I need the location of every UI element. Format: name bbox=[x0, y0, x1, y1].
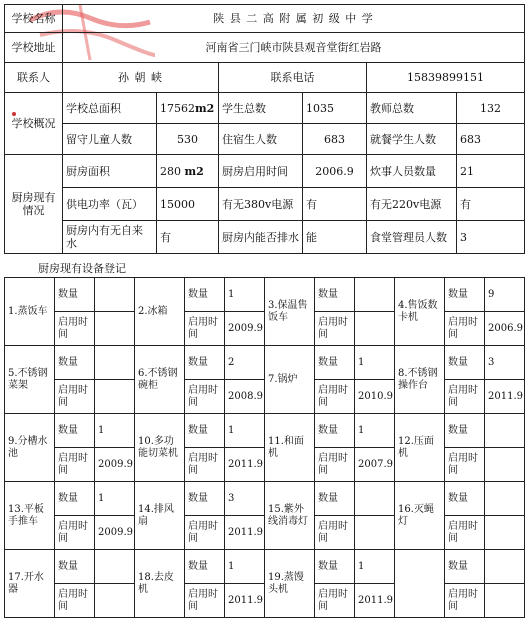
qty-value: 3 bbox=[485, 346, 525, 380]
equipment-name: 6.不锈钢碗柜 bbox=[135, 346, 185, 414]
qty-value: 1 bbox=[225, 278, 265, 312]
qty-label: 数量 bbox=[185, 482, 225, 516]
qty-label: 数量 bbox=[315, 278, 355, 312]
equipment-name: 8.不锈钢操作台 bbox=[395, 346, 445, 414]
kitchen-area-label: 厨房面积 bbox=[63, 155, 157, 188]
date-value bbox=[355, 516, 395, 550]
qty-label: 数量 bbox=[185, 414, 225, 448]
qty-label: 数量 bbox=[445, 346, 485, 380]
power-value: 15000 bbox=[157, 188, 219, 221]
equipment-name: 10.多功能切菜机 bbox=[135, 414, 185, 482]
date-value: 2011.9 bbox=[225, 584, 265, 618]
left-behind-value: 530 bbox=[157, 124, 219, 155]
date-value: 2010.9 bbox=[355, 380, 395, 414]
date-label: 启用时间 bbox=[445, 584, 485, 618]
date-label: 启用时间 bbox=[445, 516, 485, 550]
date-label: 启用时间 bbox=[55, 516, 95, 550]
date-label: 启用时间 bbox=[445, 380, 485, 414]
drain-value: 能 bbox=[303, 221, 367, 254]
v380-value: 有 bbox=[303, 188, 367, 221]
school-name: 陕 县 二 高 附 属 初 级 中 学 bbox=[63, 5, 525, 33]
date-value: 2006.9 bbox=[485, 312, 525, 346]
area-value: 17562m2 bbox=[157, 93, 219, 124]
equipment-name: 11.和面机 bbox=[265, 414, 315, 482]
equipment-section-title: 厨房现有设备登记 bbox=[38, 262, 126, 275]
equipment-table bbox=[4, 277, 525, 618]
date-label: 启用时间 bbox=[445, 312, 485, 346]
qty-label: 数量 bbox=[445, 550, 485, 584]
kitchen-label: 厨房现有情况 bbox=[5, 155, 63, 254]
qty-label: 数量 bbox=[55, 278, 95, 312]
equipment-row bbox=[5, 414, 525, 448]
school-name-label: 学校名称 bbox=[5, 5, 63, 33]
date-label: 启用时间 bbox=[445, 448, 485, 482]
water-value: 有 bbox=[157, 221, 219, 254]
qty-value: 1 bbox=[225, 550, 265, 584]
qty-value: 1 bbox=[355, 414, 395, 448]
qty-value bbox=[355, 482, 395, 516]
qty-label: 数量 bbox=[315, 414, 355, 448]
qty-label: 数量 bbox=[315, 346, 355, 380]
date-value: 2011.9 bbox=[485, 380, 525, 414]
qty-label: 数量 bbox=[445, 278, 485, 312]
qty-label: 数量 bbox=[55, 550, 95, 584]
qty-value: 1 bbox=[225, 414, 265, 448]
canteen-staff-value: 3 bbox=[457, 221, 525, 254]
date-label: 启用时间 bbox=[55, 584, 95, 618]
date-label: 启用时间 bbox=[55, 380, 95, 414]
equipment-name: 17.开水器 bbox=[5, 550, 55, 618]
qty-value bbox=[485, 550, 525, 584]
date-label: 启用时间 bbox=[185, 516, 225, 550]
date-value bbox=[95, 380, 135, 414]
qty-label: 数量 bbox=[55, 414, 95, 448]
date-value bbox=[485, 448, 525, 482]
equipment-name: 3.保温售饭车 bbox=[265, 278, 315, 346]
qty-value: 1 bbox=[355, 550, 395, 584]
qty-label: 数量 bbox=[185, 346, 225, 380]
date-value: 2011.9 bbox=[355, 584, 395, 618]
equipment-name: 5.不锈钢菜架 bbox=[5, 346, 55, 414]
date-value: 2007.9 bbox=[355, 448, 395, 482]
qty-value bbox=[485, 482, 525, 516]
date-value: 2008.9 bbox=[225, 380, 265, 414]
date-value bbox=[485, 516, 525, 550]
equipment-name: 9.分槽水池 bbox=[5, 414, 55, 482]
date-label: 启用时间 bbox=[185, 448, 225, 482]
equipment-name: 7.锅炉 bbox=[265, 346, 315, 414]
date-label: 启用时间 bbox=[185, 312, 225, 346]
equipment-name bbox=[395, 550, 445, 618]
water-label: 厨房内有无自来水 bbox=[63, 221, 157, 254]
qty-value: 9 bbox=[485, 278, 525, 312]
teachers-label: 教师总数 bbox=[367, 93, 457, 124]
date-label: 启用时间 bbox=[315, 448, 355, 482]
cooks-value: 21 bbox=[457, 155, 525, 188]
qty-value: 3 bbox=[225, 482, 265, 516]
date-value bbox=[355, 312, 395, 346]
date-label: 启用时间 bbox=[55, 448, 95, 482]
canteen-staff-label: 食堂管理员人数 bbox=[367, 221, 457, 254]
date-value: 2009.9 bbox=[95, 448, 135, 482]
address-value: 河南省三门峡市陕县观音堂街红岩路 bbox=[63, 33, 525, 63]
qty-label: 数量 bbox=[185, 278, 225, 312]
date-label: 启用时间 bbox=[315, 380, 355, 414]
date-value: 2011.9 bbox=[225, 516, 265, 550]
date-value bbox=[95, 584, 135, 618]
equipment-name: 1.蒸饭车 bbox=[5, 278, 55, 346]
qty-value bbox=[95, 278, 135, 312]
boarding-value: 683 bbox=[303, 124, 367, 155]
date-value: 2009.9 bbox=[95, 516, 135, 550]
date-label: 启用时间 bbox=[315, 584, 355, 618]
equipment-name: 16.灭蝇灯 bbox=[395, 482, 445, 550]
equipment-name: 14.排风扇 bbox=[135, 482, 185, 550]
equipment-name: 18.去皮机 bbox=[135, 550, 185, 618]
left-behind-label: 留守儿童人数 bbox=[63, 124, 157, 155]
cooks-label: 炊事人员数量 bbox=[367, 155, 457, 188]
students-label: 学生总数 bbox=[219, 93, 303, 124]
equipment-row bbox=[5, 550, 525, 584]
qty-label: 数量 bbox=[55, 346, 95, 380]
date-value: 2009.9 bbox=[225, 312, 265, 346]
v220-label: 有无220v电源 bbox=[367, 188, 457, 221]
qty-value bbox=[485, 414, 525, 448]
equipment-name: 13.平板手推车 bbox=[5, 482, 55, 550]
area-label: 学校总面积 bbox=[63, 93, 157, 124]
students-value: 1035 bbox=[303, 93, 367, 124]
equipment-row bbox=[5, 482, 525, 516]
qty-value: 1 bbox=[95, 482, 135, 516]
date-label: 启用时间 bbox=[55, 312, 95, 346]
contact-label: 联系人 bbox=[5, 63, 63, 93]
drain-label: 厨房内能否排水 bbox=[219, 221, 303, 254]
qty-value: 1 bbox=[95, 414, 135, 448]
date-label: 启用时间 bbox=[185, 380, 225, 414]
qty-value: 2 bbox=[225, 346, 265, 380]
contact-name: 孙 朝 峡 bbox=[63, 63, 219, 93]
qty-label: 数量 bbox=[315, 550, 355, 584]
teachers-value: 132 bbox=[457, 93, 525, 124]
qty-label: 数量 bbox=[315, 482, 355, 516]
v220-value: 有 bbox=[457, 188, 525, 221]
equipment-name: 19.蒸馒头机 bbox=[265, 550, 315, 618]
date-label: 启用时间 bbox=[315, 516, 355, 550]
qty-label: 数量 bbox=[185, 550, 225, 584]
dining-label: 就餐学生人数 bbox=[367, 124, 457, 155]
equipment-row bbox=[5, 278, 525, 312]
address-label: 学校地址 bbox=[5, 33, 63, 63]
kitchen-date-label: 厨房启用时间 bbox=[219, 155, 303, 188]
qty-value bbox=[355, 278, 395, 312]
kitchen-area-value: 280 m2 bbox=[157, 155, 219, 188]
qty-value: 1 bbox=[355, 346, 395, 380]
date-value bbox=[485, 584, 525, 618]
date-value bbox=[95, 312, 135, 346]
equipment-name: 4.售饭数卡机 bbox=[395, 278, 445, 346]
school-info-table bbox=[4, 4, 525, 254]
equipment-name: 2.冰箱 bbox=[135, 278, 185, 346]
v380-label: 有无380v电源 bbox=[219, 188, 303, 221]
date-label: 启用时间 bbox=[315, 312, 355, 346]
equipment-name: 12.压面机 bbox=[395, 414, 445, 482]
qty-label: 数量 bbox=[445, 482, 485, 516]
equipment-name: 15.紫外线消毒灯 bbox=[265, 482, 315, 550]
boarding-label: 住宿生人数 bbox=[219, 124, 303, 155]
date-label: 启用时间 bbox=[185, 584, 225, 618]
qty-value bbox=[95, 550, 135, 584]
dining-value: 683 bbox=[457, 124, 525, 155]
phone-label: 联系电话 bbox=[219, 63, 367, 93]
date-value: 2011.9 bbox=[225, 448, 265, 482]
qty-label: 数量 bbox=[55, 482, 95, 516]
power-label: 供电功率（瓦） bbox=[63, 188, 157, 221]
kitchen-date-value: 2006.9 bbox=[303, 155, 367, 188]
qty-value bbox=[95, 346, 135, 380]
overview-label: 学校概况 bbox=[5, 93, 63, 155]
phone-value: 15839899151 bbox=[367, 63, 525, 93]
qty-label: 数量 bbox=[445, 414, 485, 448]
equipment-row bbox=[5, 346, 525, 380]
